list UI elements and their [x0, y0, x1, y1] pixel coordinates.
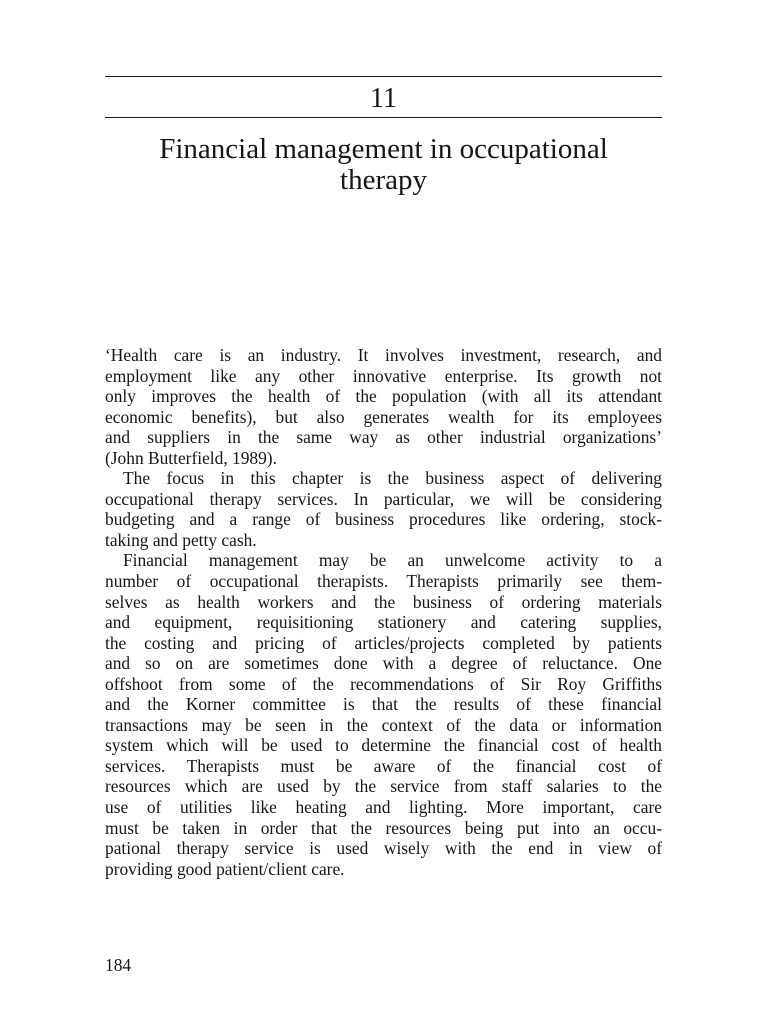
- text-line: system which will be used to determine the financial cost of health: [105, 735, 662, 756]
- text-line: employment like any other innovative enterprise. Its growth not: [105, 365, 662, 386]
- text-line: economic benefits), but also generates wealth for its employees: [105, 406, 662, 427]
- text-line: selves as health workers and the business of ordering materials: [105, 591, 662, 612]
- text-line: and so on are sometimes done with a degree of reluctance. One: [105, 653, 662, 674]
- text-line: the costing and pricing of articles/projects completed by patients: [105, 632, 662, 653]
- text-line: occupational therapy services. In particular, we will be considering: [105, 488, 662, 509]
- chapter-number: 11: [370, 83, 397, 114]
- text-line: and suppliers in the same way as other industrial organizations’: [105, 427, 662, 448]
- text-line: providing good patient/client care.: [105, 858, 345, 879]
- text-line: use of utilities like heating and lighting. More important, care: [105, 797, 662, 818]
- text-line: and equipment, requisitioning stationery and catering supplies,: [105, 612, 662, 633]
- top-rule: [105, 76, 662, 77]
- text-line: resources which are used by the service from staff salaries to the: [105, 776, 662, 797]
- page-number: 184: [105, 955, 132, 975]
- body-text: [105, 345, 662, 879]
- text-line: Financial management may be an unwelcome activity to a: [123, 550, 662, 571]
- chapter-title-line: therapy: [340, 164, 427, 196]
- text-line: offshoot from some of the recommendations of Sir Roy Griffiths: [105, 673, 662, 694]
- text-line: pational therapy service is used wisely with the end in view of: [105, 838, 662, 859]
- text-line: The focus in this chapter is the business aspect of delivering: [123, 468, 662, 489]
- bottom-rule: [105, 117, 662, 118]
- text-line: (John Butterfield, 1989).: [105, 447, 277, 468]
- text-line: number of occupational therapists. Therapists primarily see them-: [105, 571, 662, 592]
- text-line: must be taken in order that the resources being put into an occu-: [105, 817, 662, 838]
- text-line: and the Korner committee is that the results of these financial: [105, 694, 662, 715]
- text-line: only improves the health of the population (with all its attendant: [105, 386, 662, 407]
- paragraph-financial-management: [105, 550, 662, 879]
- paragraph-focus: [105, 468, 662, 550]
- chapter-title: [105, 134, 662, 196]
- text-line: services. Therapists must be aware of the financial cost of: [105, 755, 662, 776]
- paragraph-epigraph-quote: [105, 345, 662, 468]
- chapter-title-line: Financial management in occupational: [159, 133, 608, 165]
- text-line: budgeting and a range of business procedures like ordering, stock-: [105, 509, 662, 530]
- text-line: taking and petty cash.: [105, 529, 257, 550]
- text-line: ‘Health care is an industry. It involves investment, research, and: [105, 345, 662, 365]
- text-line: transactions may be seen in the context of the data or information: [105, 714, 662, 735]
